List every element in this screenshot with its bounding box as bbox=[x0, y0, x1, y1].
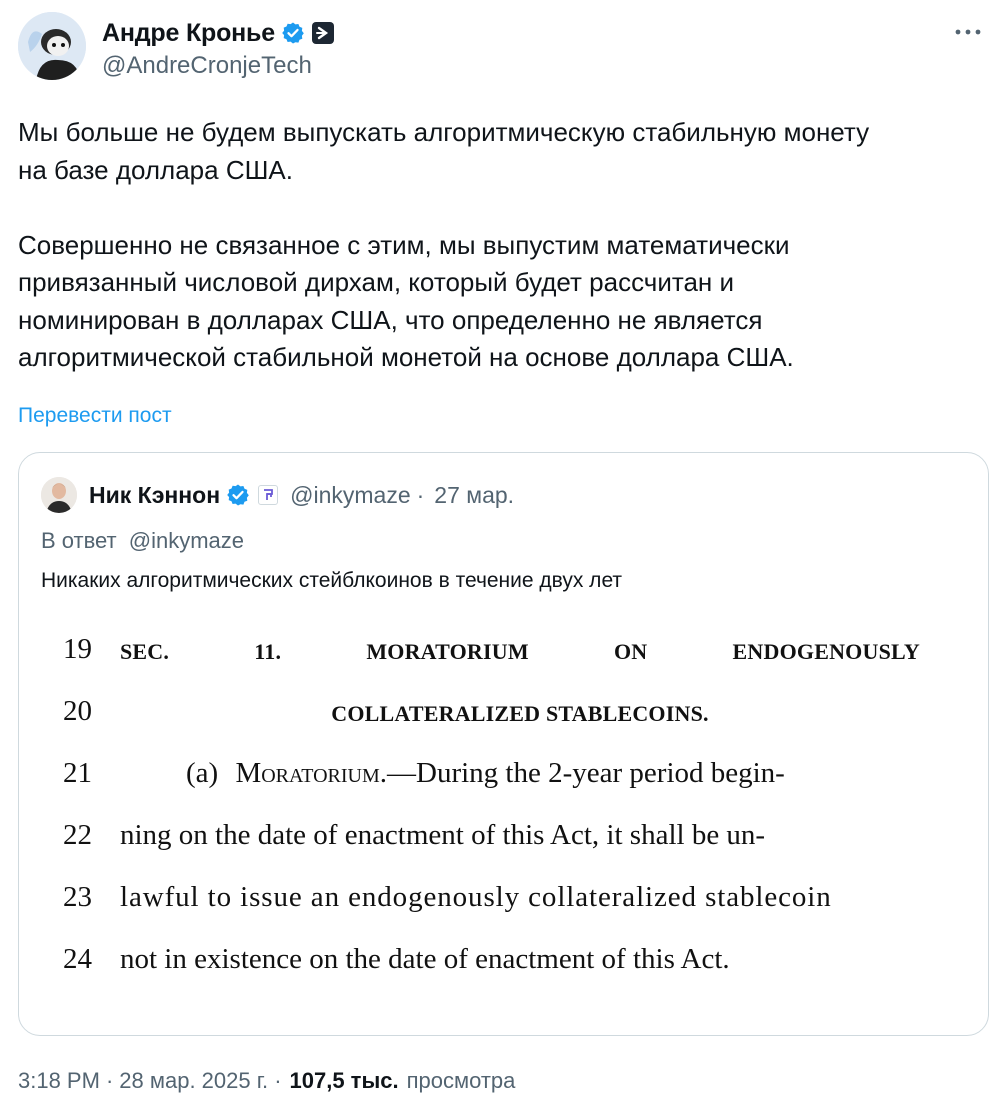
heading-word: 11. bbox=[254, 639, 282, 664]
line-number: 20 bbox=[63, 695, 92, 727]
tweet-line: номинирован в долларах США, что определенно не является bbox=[18, 304, 763, 335]
views-count[interactable]: 107,5 тыс. bbox=[289, 1068, 399, 1093]
translate-post-link[interactable]: Перевести пост bbox=[18, 404, 172, 427]
line-number: 23 bbox=[63, 881, 92, 913]
replying-to bbox=[41, 528, 244, 554]
line-number: 21 bbox=[63, 757, 92, 789]
quoted-media-document[interactable] bbox=[19, 623, 989, 1023]
tweet-line: привязанный числовой дирхам, который будет рассчитан и bbox=[18, 267, 735, 297]
author-name-row bbox=[102, 18, 334, 48]
author-handle[interactable]: @AndreCronjeTech bbox=[102, 52, 312, 79]
affiliate-badge-icon[interactable] bbox=[258, 485, 278, 505]
meta-separator: · bbox=[274, 1068, 282, 1093]
doc-line bbox=[120, 757, 920, 790]
quoted-author-name[interactable]: Ник Кэннон bbox=[89, 481, 221, 508]
tweet-line: Мы больше не будем выпускать алгоритмическую стабильную монету bbox=[18, 117, 870, 147]
heading-word: ON bbox=[613, 639, 648, 664]
verified-badge-icon[interactable] bbox=[226, 483, 250, 507]
tweet-text bbox=[18, 114, 993, 377]
tweet-line: Совершенно не связанное с этим, мы выпустим математически bbox=[18, 229, 790, 260]
doc-line: lawful to issue an endogenously collateralized stablecoin bbox=[120, 881, 832, 913]
affiliate-badge-icon[interactable] bbox=[312, 22, 334, 44]
heading-word: ENDOGENOUSLY bbox=[732, 639, 920, 664]
tweet-line: алгоритмической стабильной монетой на основе доллара США. bbox=[18, 342, 794, 372]
avatar-photo-icon bbox=[41, 477, 77, 513]
meta-separator: · bbox=[105, 1068, 114, 1093]
post-time[interactable]: 3:18 PM bbox=[18, 1068, 100, 1093]
doc-line: ning on the date of enactment of this Act, it shall be un- bbox=[120, 819, 766, 851]
line-number: 24 bbox=[63, 943, 92, 975]
tweet-header bbox=[18, 12, 990, 84]
tweet-line: на базе доллара США. bbox=[18, 154, 293, 185]
heading-word: MORATORIUM bbox=[366, 639, 529, 664]
avatar-illustration-icon bbox=[18, 12, 86, 80]
line-number: 19 bbox=[63, 633, 92, 665]
author-avatar[interactable] bbox=[18, 12, 86, 80]
views-label: просмотра bbox=[406, 1068, 516, 1093]
heading-word: SEC. bbox=[120, 639, 170, 664]
more-options-icon[interactable] bbox=[952, 22, 984, 42]
doc-smallcaps-term: Moratorium bbox=[235, 757, 380, 789]
verified-badge-icon[interactable] bbox=[281, 21, 305, 45]
post-date[interactable]: 28 мар. 2025 г. bbox=[119, 1068, 269, 1093]
replying-prefix: В ответ bbox=[41, 528, 117, 553]
tweet-footer bbox=[18, 1068, 515, 1094]
replying-handle[interactable]: @inkymaze bbox=[128, 528, 245, 553]
quoted-tweet[interactable] bbox=[18, 452, 989, 1036]
meta-separator: · bbox=[416, 481, 425, 508]
author-name[interactable]: Андре Кронье bbox=[102, 18, 275, 47]
quoted-author-avatar[interactable] bbox=[41, 477, 77, 513]
doc-subsection-label: (a) bbox=[186, 757, 219, 789]
doc-heading-line-2: COLLATERALIZED STABLECOINS. bbox=[331, 701, 709, 726]
quoted-date[interactable]: 27 мар. bbox=[434, 481, 515, 508]
quoted-author-row bbox=[89, 479, 514, 511]
doc-line-text: .—During the 2-year period begin- bbox=[379, 757, 785, 789]
quoted-author-handle[interactable]: @inkymaze bbox=[290, 481, 411, 508]
doc-line: not in existence on the date of enactment of this Act. bbox=[120, 943, 730, 975]
quoted-text: Никаких алгоритмических стейблкоинов в течение двух лет bbox=[41, 569, 623, 592]
doc-heading-line bbox=[120, 639, 920, 665]
line-number: 22 bbox=[63, 819, 92, 851]
